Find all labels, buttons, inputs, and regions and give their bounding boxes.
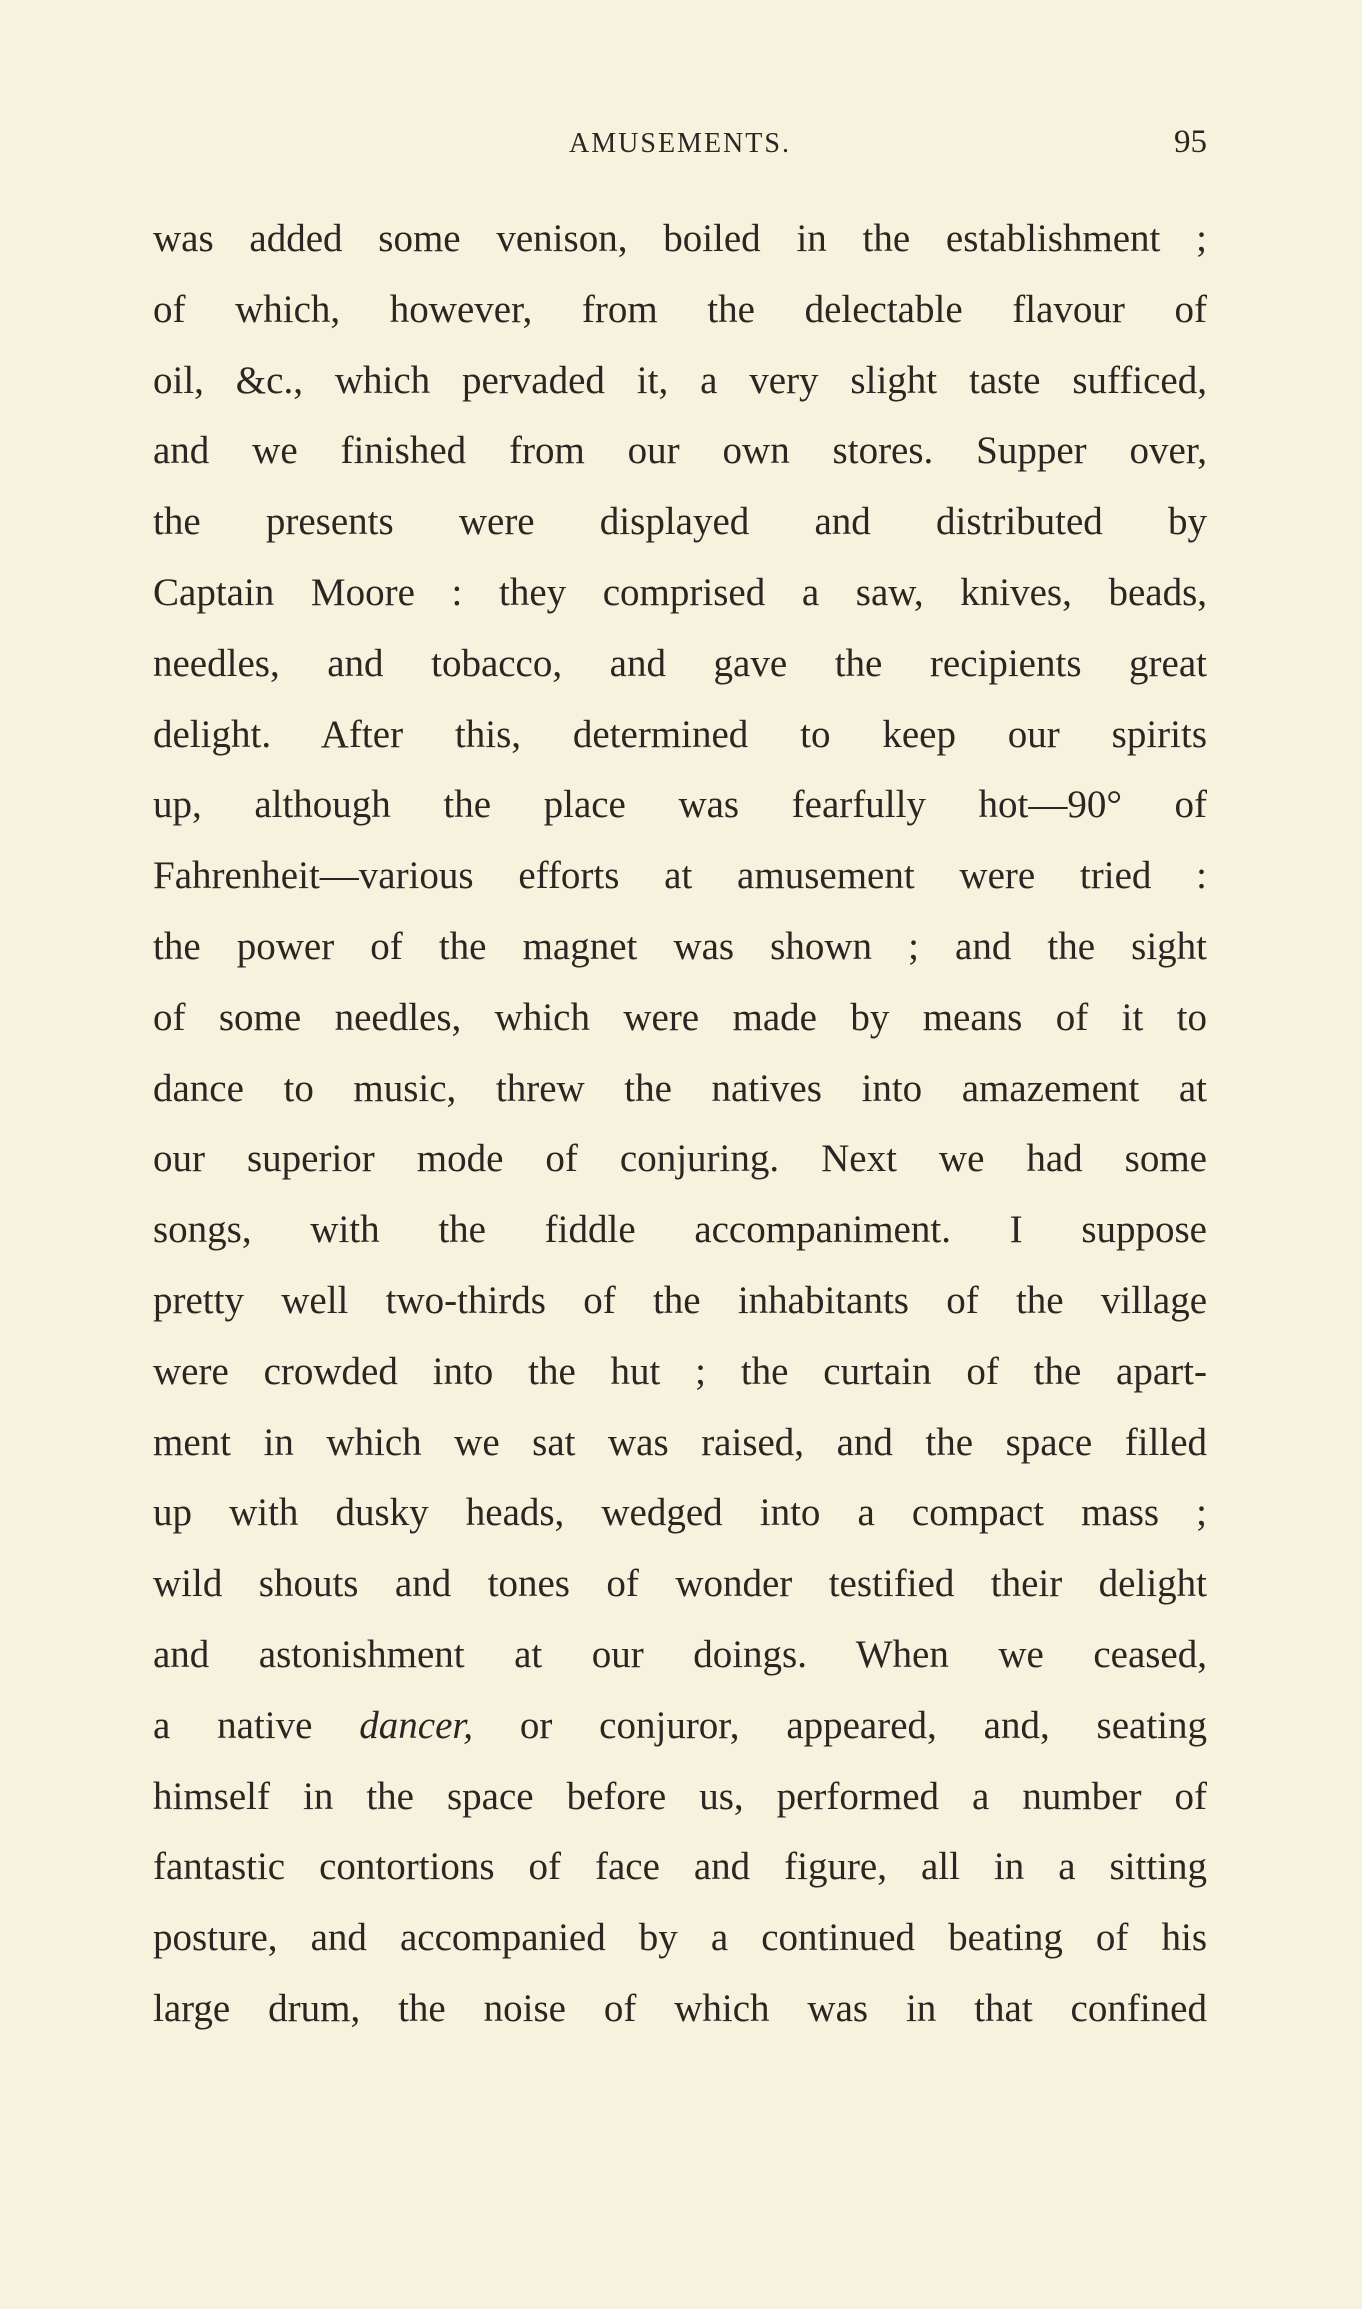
text-line: needles, and tobacco, and gave the recipients great	[153, 641, 1207, 685]
text-line: our superior mode of conjuring. Next we had some	[153, 1137, 1207, 1181]
page-number: 95	[1174, 124, 1207, 160]
text-line: the presents were displayed and distributed by	[153, 500, 1207, 544]
text-line: up, although the place was fearfully hot—90° of	[153, 783, 1207, 827]
page-header	[153, 124, 1207, 168]
text-line: of some needles, which were made by means of it to	[153, 995, 1207, 1039]
text-line: oil, &c., which pervaded it, a very slight taste sufficed,	[153, 358, 1207, 402]
text-line: the power of the magnet was shown ; and the sight	[153, 924, 1207, 968]
text-line: songs, with the fiddle accompaniment. I suppose	[153, 1208, 1207, 1252]
text-line: wild shouts and tones of wonder testified their delight	[153, 1562, 1207, 1606]
body-text	[153, 212, 1207, 2053]
text-span: or conjuror, appeared, and, seating	[473, 1703, 1207, 1747]
text-line	[153, 1699, 1207, 1770]
text-line: large drum, the noise of which was in that confined	[153, 1986, 1207, 2030]
text-line: up with dusky heads, wedged into a compact mass ;	[153, 1491, 1207, 1535]
text-line: and astonishment at our doings. When we ceased,	[153, 1632, 1207, 1676]
text-span: a native	[153, 1703, 360, 1747]
running-title: AMUSEMENTS.	[569, 128, 791, 159]
text-line: Fahrenheit—various efforts at amusement were tried :	[153, 854, 1207, 898]
text-line: dance to music, threw the natives into amazement at	[153, 1066, 1207, 1110]
text-line: was added some venison, boiled in the establishment ;	[153, 217, 1207, 260]
text-line: and we finished from our own stores. Supper over,	[153, 429, 1207, 473]
text-line: himself in the space before us, performed a number of	[153, 1774, 1207, 1818]
text-line: fantastic contortions of face and figure, all in a sitting	[153, 1845, 1207, 1889]
text-line: pretty well two-thirds of the inhabitants of the village	[153, 1278, 1207, 1322]
text-line: ment in which we sat was raised, and the space filled	[153, 1420, 1207, 1464]
text-line: of which, however, from the delectable flavour of	[153, 287, 1207, 331]
text-line: were crowded into the hut ; the curtain of the apart-	[153, 1349, 1207, 1393]
text-line: posture, and accompanied by a continued beating of his	[153, 1916, 1207, 1960]
italic-word: dancer,	[359, 1703, 474, 1747]
text-line: delight. After this, determined to keep our spirits	[153, 712, 1207, 756]
text-line: Captain Moore : they comprised a saw, knives, beads,	[153, 570, 1207, 614]
